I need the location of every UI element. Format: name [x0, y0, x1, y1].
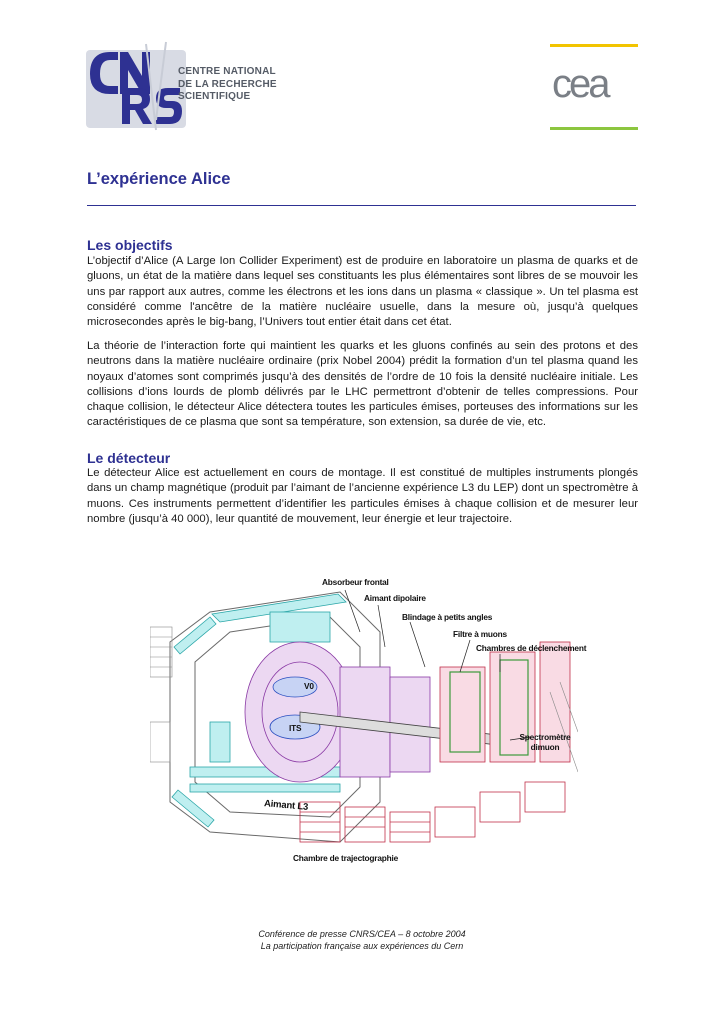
label-v0: V0 — [304, 681, 314, 691]
label-aimant-l3: Aimant L3 — [263, 798, 309, 813]
footer-line-2: La participation française aux expériences du Cern — [260, 941, 464, 951]
cea-logo — [550, 44, 640, 132]
cnrs-line-3: SCIENTIFIQUE — [178, 91, 251, 102]
cnrs-line-2: DE LA RECHERCHE — [178, 78, 277, 90]
label-spectrometre-dimuon: Spectromètre dimuon — [519, 732, 571, 752]
section-heading-detecteur: Le détecteur — [87, 450, 171, 466]
paragraph-detecteur-1: Le détecteur Alice est actuellement en cours de montage. Il est constitué de multiples instruments plongés dans un champ magnétique (produit par l’aimant de l’ancienne expérience L3 du LEP) dont un spectromètre à muons. Ces instruments permettent d’identifier les particules émises à chaque collision et de mesurer leur nombre (jusqu’à 40 000), leur quantité de mouvement, leur énergie et leur trajectoire. — [87, 467, 638, 525]
detector-drawing — [150, 572, 578, 872]
alice-detector-figure — [150, 572, 587, 872]
page-title: L’expérience Alice — [87, 170, 231, 188]
cea-logo-bottom-bar — [550, 127, 638, 130]
label-blindage: Blindage à petits angles — [402, 612, 493, 622]
cea-logo-top-bar — [550, 44, 638, 47]
cea-wordmark-text: cea — [552, 66, 608, 106]
footer-line-1: Conférence de presse CNRS/CEA – 8 octobre 2004 — [258, 929, 466, 939]
label-its: ITS — [289, 723, 302, 733]
section-heading-objectifs: Les objectifs — [87, 237, 173, 253]
cnrs-wordmark — [178, 66, 277, 104]
label-chambres-declenchement: Chambres de déclenchement — [476, 643, 587, 653]
paragraph-objectifs-2: La théorie de l’interaction forte qui maintient les quarks et les gluons confinés au sein des protons et des neutrons dans la matière nucléaire ordinaire (prix Nobel 2004) prédit la formation d’un tel plasma quand les noyaux d’atomes sont comprimés jusqu’à des densités de l’ordre de 10 fois la densité nucléaire initiale. Les collisions d’ions lourds de plomb délivrés par le LHC permettront d’obtenir de telles compressions. Pour chaque collision, le détecteur Alice détectera toutes les particules émises, porteuses des informations sur les caractéristiques de ce plasma que sont sa température, son extension, sa durée de vie, etc. — [87, 340, 638, 429]
title-underline — [87, 205, 636, 206]
cnrs-line-1: CENTRE NATIONAL — [178, 66, 276, 77]
label-aimant-dipolaire: Aimant dipolaire — [364, 593, 426, 603]
label-absorbeur-frontal: Absorbeur frontal — [322, 577, 389, 587]
page-footer — [0, 928, 724, 952]
cnrs-logo — [86, 40, 296, 132]
paragraph-objectifs-1: L’objectif d’Alice (A Large Ion Collider Experiment) est de produire en laboratoire un plasma de quarks et de gluons, un état de la matière dans lequel ses constituants les plus élémentaires sont libres de se mouvoir les uns par rapport aux autres, comme les électrons et les ions dans un plasma « classique ». Un tel plasma est considéré comme l'ancêtre de la matière nucléaire usuelle, dans la mesure où, jusqu’à quelques microsecondes après le big-bang, l’Univers tout entier était dans cet état. — [87, 255, 638, 329]
cea-wordmark — [552, 66, 638, 106]
label-chambre-trajectographie: Chambre de trajectographie — [293, 853, 398, 863]
label-filtre-muons: Filtre à muons — [453, 629, 507, 639]
